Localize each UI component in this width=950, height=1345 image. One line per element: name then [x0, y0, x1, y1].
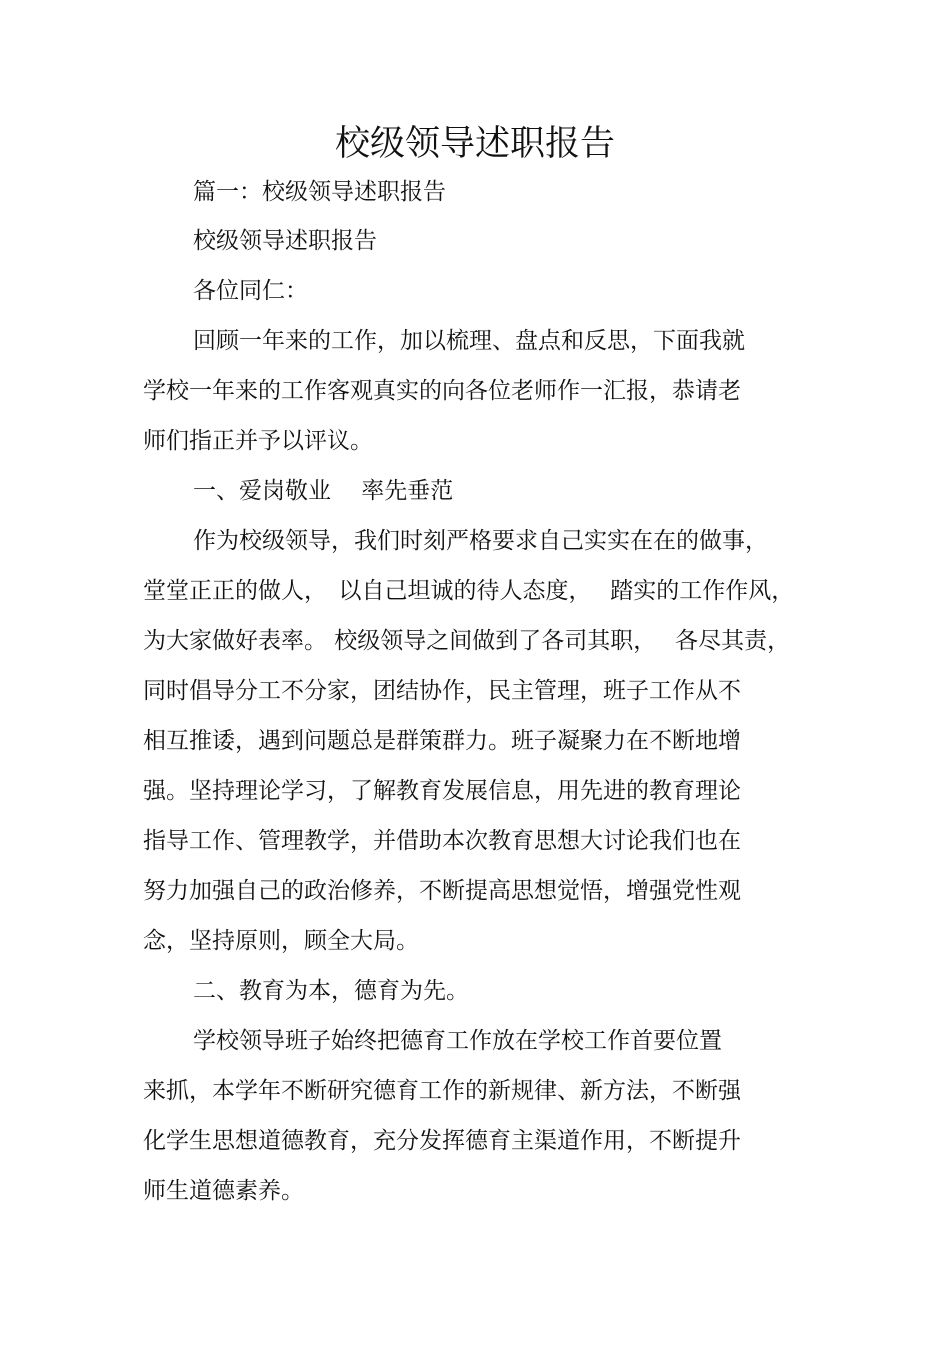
paragraph-line: 相互推诿，遇到问题总是群策群力。班子凝聚力在不断地增 [143, 728, 741, 754]
paragraph-line: 作为校级领导，我们时刻严格要求自己实实在在的做事， [193, 528, 768, 554]
salutation: 各位同仁： [193, 278, 308, 304]
section-heading: 一、爱岗敬业 率先垂范 [193, 478, 454, 504]
paragraph-line: 师们指正并予以评议。 [143, 428, 373, 454]
paragraph-line: 同时倡导分工不分家，团结协作，民主管理，班子工作从不 [143, 678, 741, 704]
section-heading: 二、教育为本，德育为先。 [193, 978, 469, 1004]
paragraph-line: 化学生思想道德教育，充分发挥德育主渠道作用，不断提升 [143, 1128, 741, 1154]
paragraph-line: 来抓，本学年不断研究德育工作的新规律、新方法，不断强 [143, 1078, 741, 1104]
paragraph-line: 为大家做好表率。 校级领导之间做到了各司其职， 各尽其责， [143, 628, 791, 654]
paragraph-line: 学校一年来的工作客观真实的向各位老师作一汇报，恭请老 [143, 378, 741, 404]
paragraph-line: 指导工作、管理教学，并借助本次教育思想大讨论我们也在 [143, 828, 741, 854]
document-title: 校级领导述职报告 [334, 124, 615, 164]
paragraph-line: 努力加强自己的政治修养，不断提高思想觉悟，增强党性观 [143, 878, 741, 904]
paragraph-line: 念，坚持原则，顾全大局。 [143, 928, 419, 954]
paragraph-line: 师生道德素养。 [143, 1178, 304, 1204]
paragraph-line: 学校领导班子始终把德育工作放在学校工作首要位置 [193, 1028, 722, 1054]
paragraph-line: 回顾一年来的工作，加以梳理、盘点和反思，下面我就 [193, 328, 745, 354]
section-heading: 篇一：校级领导述职报告 [193, 179, 446, 205]
paragraph-line: 堂堂正正的做人， 以自己坦诚的待人态度， 踏实的工作作风， [143, 578, 795, 604]
report-subtitle: 校级领导述职报告 [193, 228, 377, 254]
paragraph-line: 强。坚持理论学习，了解教育发展信息，用先进的教育理论 [143, 778, 741, 804]
